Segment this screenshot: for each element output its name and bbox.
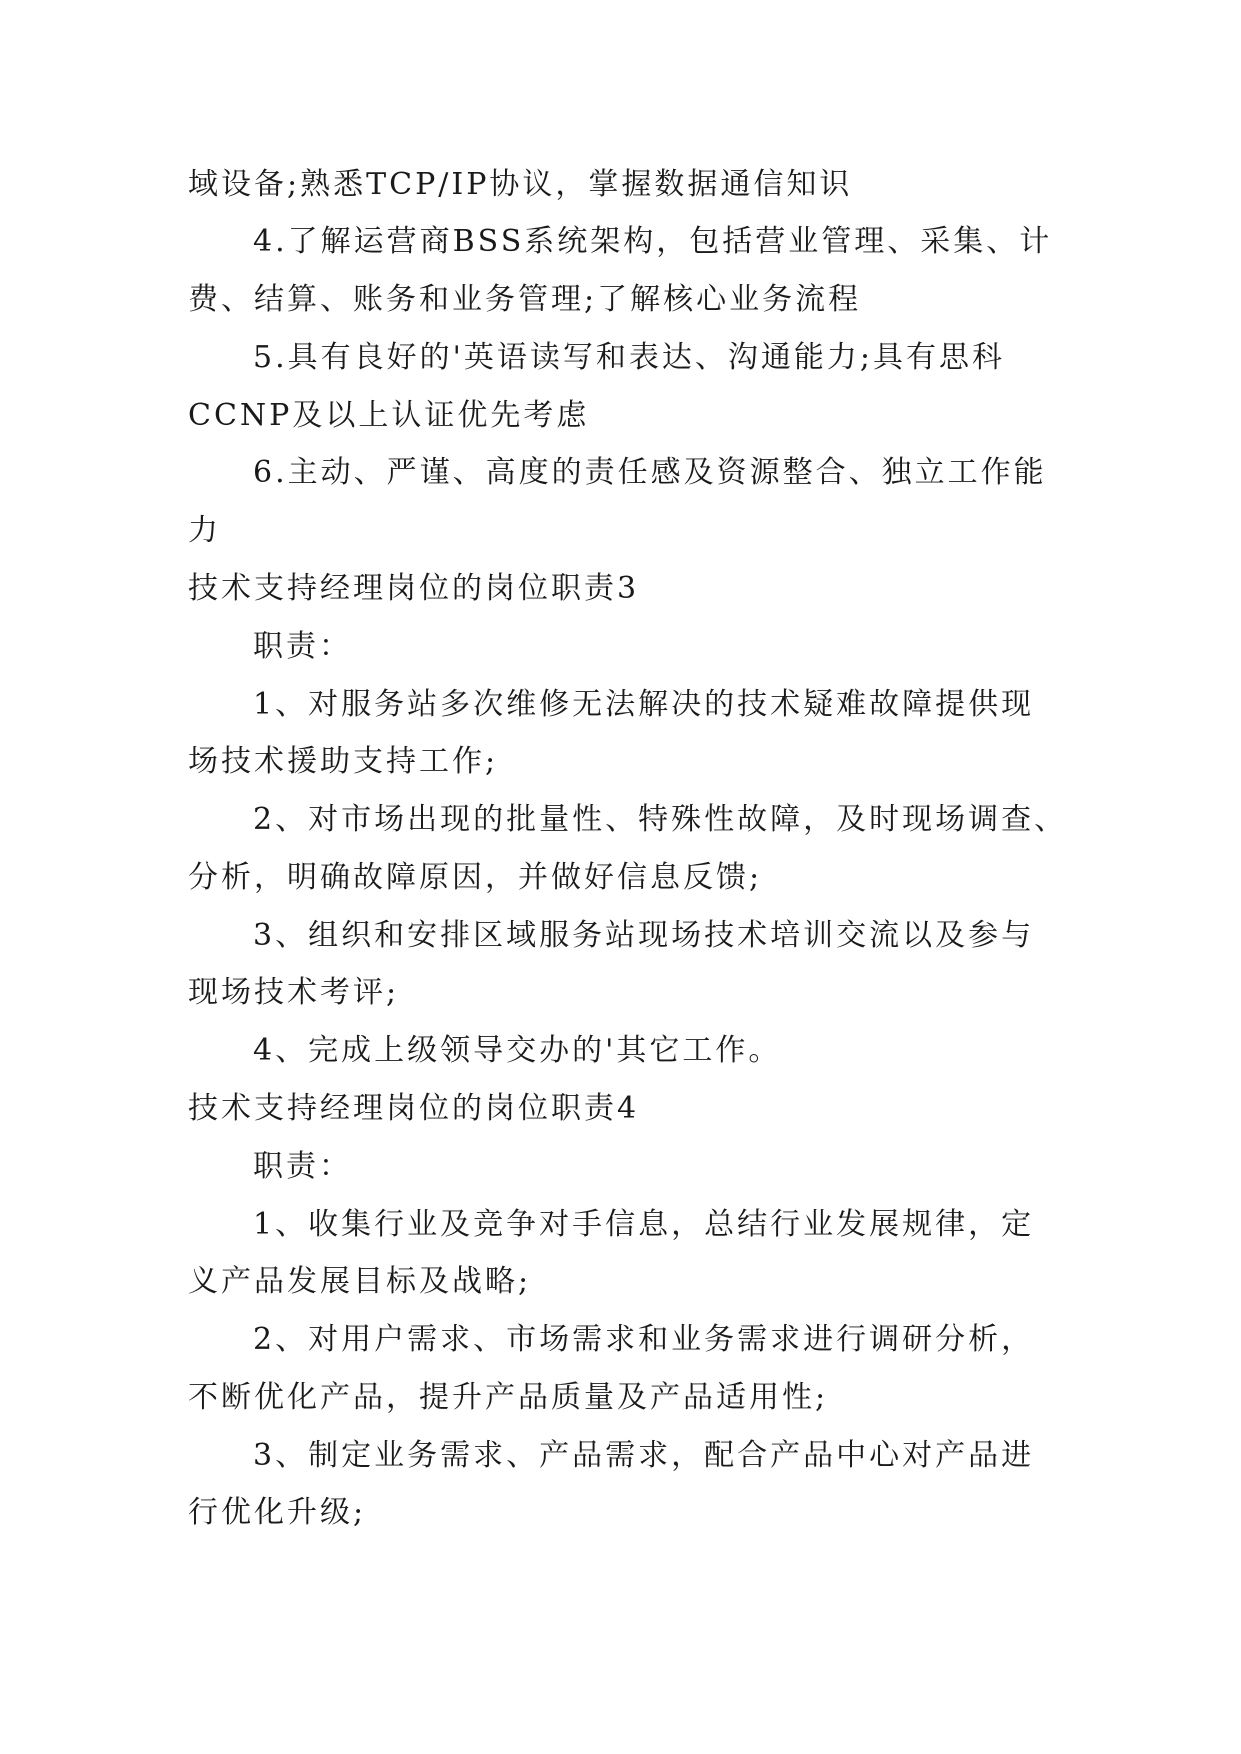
text-line: 3、组织和安排区域服务站现场技术培训交流以及参与 xyxy=(253,918,1035,953)
text-line: 场技术援助支持工作; xyxy=(188,744,499,779)
text-line: 分析，明确故障原因，并做好信息反馈; xyxy=(188,860,763,895)
text-line: 4.了解运营商BSS系统架构，包括营业管理、采集、计 xyxy=(253,224,1053,259)
text-line: 费、结算、账务和业务管理;了解核心业务流程 xyxy=(188,282,862,317)
text-line: 3、制定业务需求、产品需求，配合产品中心对产品进 xyxy=(253,1438,1035,1473)
text-line: 职责： xyxy=(253,1149,352,1184)
text-line: 2、对市场出现的批量性、特殊性故障，及时现场调查、 xyxy=(253,802,1068,837)
text-line: 现场技术考评; xyxy=(188,975,400,1010)
text-line: 行优化升级; xyxy=(188,1495,367,1530)
text-line: 1、对服务站多次维修无法解决的技术疑难故障提供现 xyxy=(253,687,1035,722)
text-line: 2、对用户需求、市场需求和业务需求进行调研分析， xyxy=(253,1322,1035,1357)
text-line: 5.具有良好的'英语读写和表达、沟通能力;具有思科 xyxy=(253,340,1005,375)
text-line: 力 xyxy=(188,513,221,548)
text-line: 职责： xyxy=(253,629,352,664)
section-heading: 技术支持经理岗位的岗位职责3 xyxy=(188,571,640,606)
section-heading: 技术支持经理岗位的岗位职责4 xyxy=(188,1091,640,1126)
text-line: 域设备;熟悉TCP/IP协议，掌握数据通信知识 xyxy=(188,167,853,202)
text-line: 义产品发展目标及战略; xyxy=(188,1264,532,1299)
text-line: 6.主动、严谨、高度的责任感及资源整合、独立工作能 xyxy=(253,455,1047,490)
text-line: CCNP及以上认证优先考虑 xyxy=(188,398,590,433)
text-line: 不断优化产品，提升产品质量及产品适用性; xyxy=(188,1380,829,1415)
text-line: 4、完成上级领导交办的'其它工作。 xyxy=(253,1033,782,1068)
text-line: 1、收集行业及竞争对手信息，总结行业发展规律，定 xyxy=(253,1207,1035,1242)
